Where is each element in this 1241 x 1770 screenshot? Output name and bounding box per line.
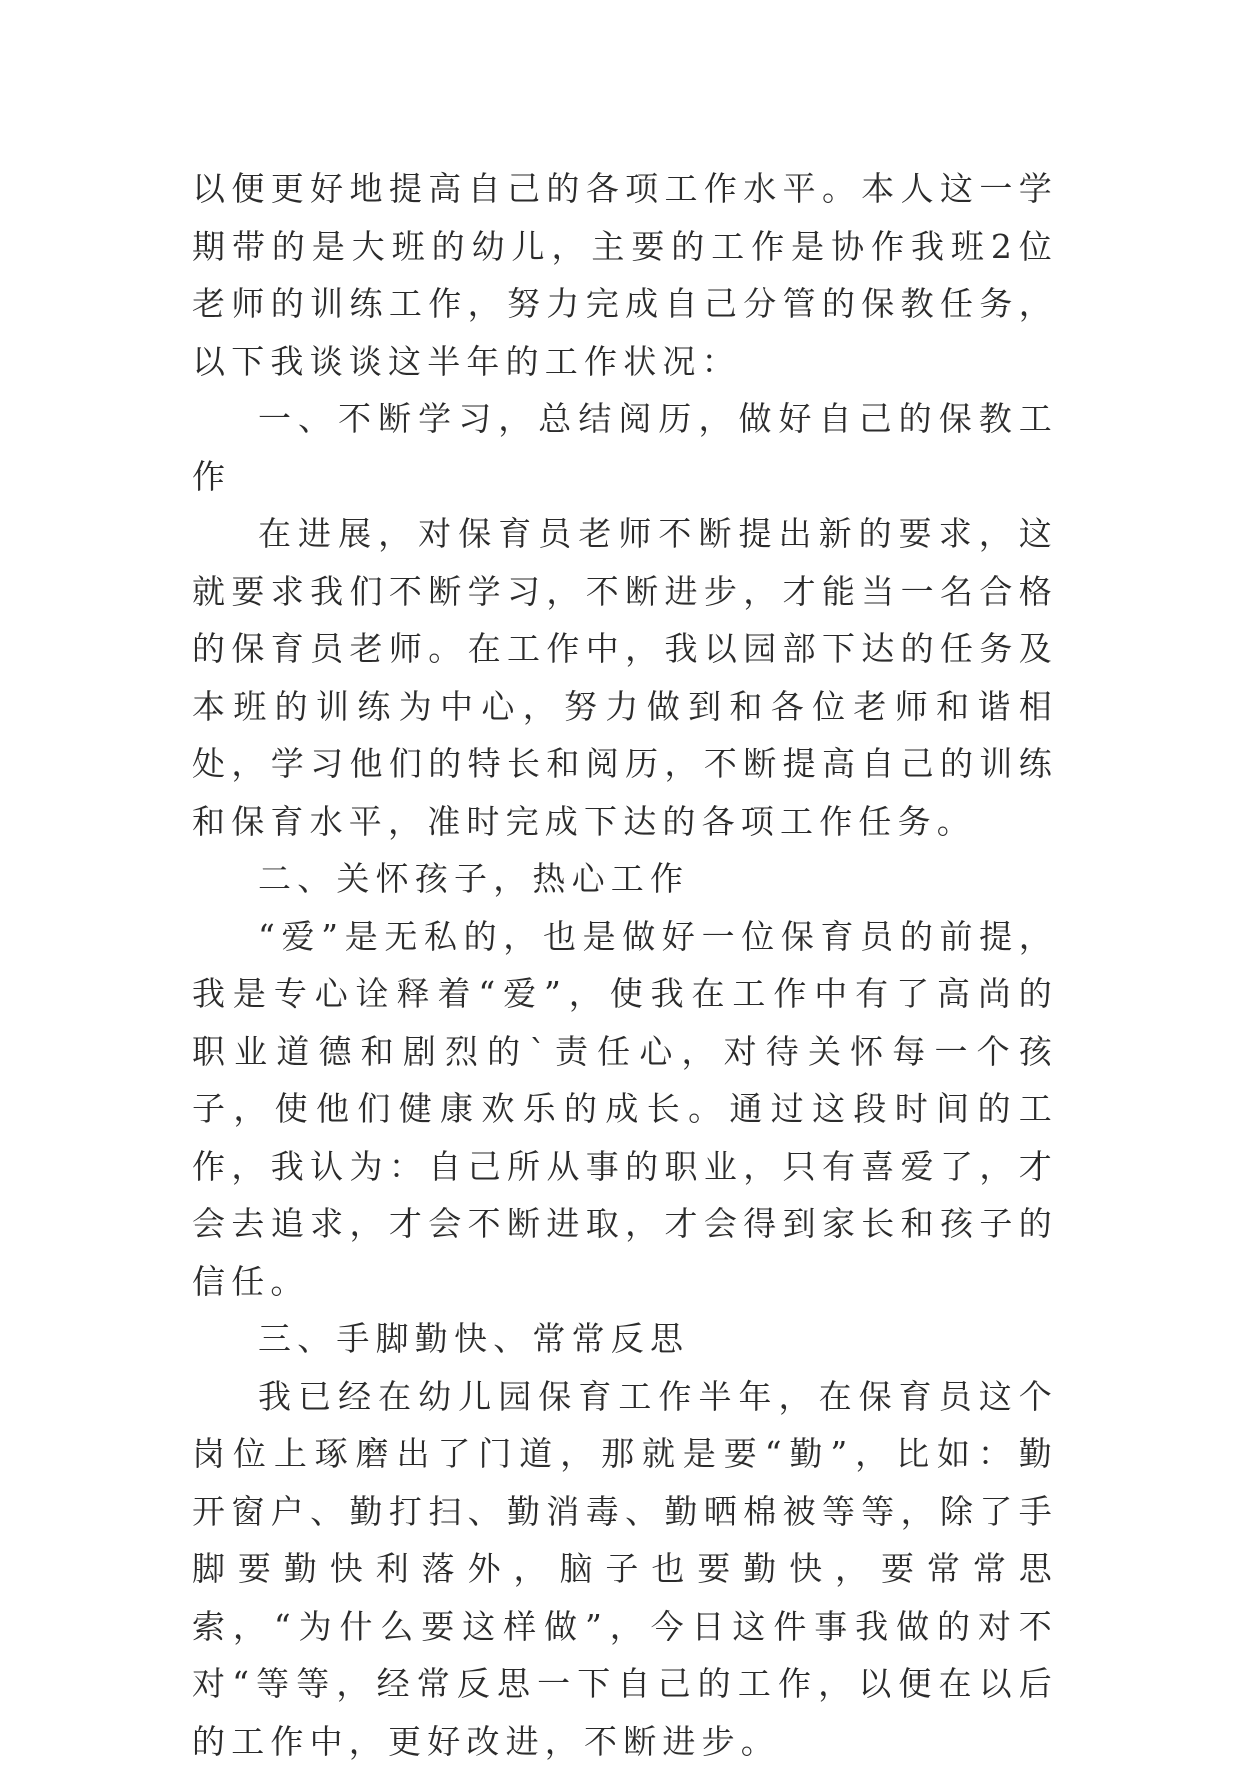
section-heading-2: 二、关怀孩子，热心工作	[192, 850, 1058, 908]
section-heading-3: 三、手脚勤快、常常反思	[192, 1310, 1058, 1368]
document-page	[192, 160, 1058, 1770]
paragraph-love: “爱”是无私的，也是做好一位保育员的前提，我是专心诠释着“爱”，使我在工作中有了高尚的职业道德和剧烈的`责任心，对待关怀每一个孩子，使他们健康欢乐的成长。通过这段时间的工作，我认为：自己所从事的职业，只有喜爱了，才会去追求，才会不断进取，才会得到家长和孩子的信任。	[192, 908, 1058, 1311]
paragraph-diligence: 我已经在幼儿园保育工作半年，在保育员这个岗位上琢磨出了门道，那就是要“勤”，比如：勤开窗户、勤打扫、勤消毒、勤晒棉被等等，除了手脚要勤快利落外，脑子也要勤快，要常常思索，“为什么要这样做”，今日这件事我做的对不对“等等，经常反思一下自己的工作，以便在以后的工作中，更好改进，不断进步。	[192, 1368, 1058, 1770]
section-heading-1: 一、不断学习，总结阅历，做好自己的保教工作	[192, 390, 1058, 505]
paragraph-continuation: 以便更好地提高自己的各项工作水平。本人这一学期带的是大班的幼儿，主要的工作是协作我班2位老师的训练工作，努力完成自己分管的保教任务，以下我谈谈这半年的工作状况：	[192, 160, 1058, 390]
paragraph-learning: 在进展，对保育员老师不断提出新的要求，这就要求我们不断学习，不断进步，才能当一名合格的保育员老师。在工作中，我以园部下达的任务及本班的训练为中心，努力做到和各位老师和谐相处，学习他们的特长和阅历，不断提高自己的训练和保育水平，准时完成下达的各项工作任务。	[192, 505, 1058, 850]
